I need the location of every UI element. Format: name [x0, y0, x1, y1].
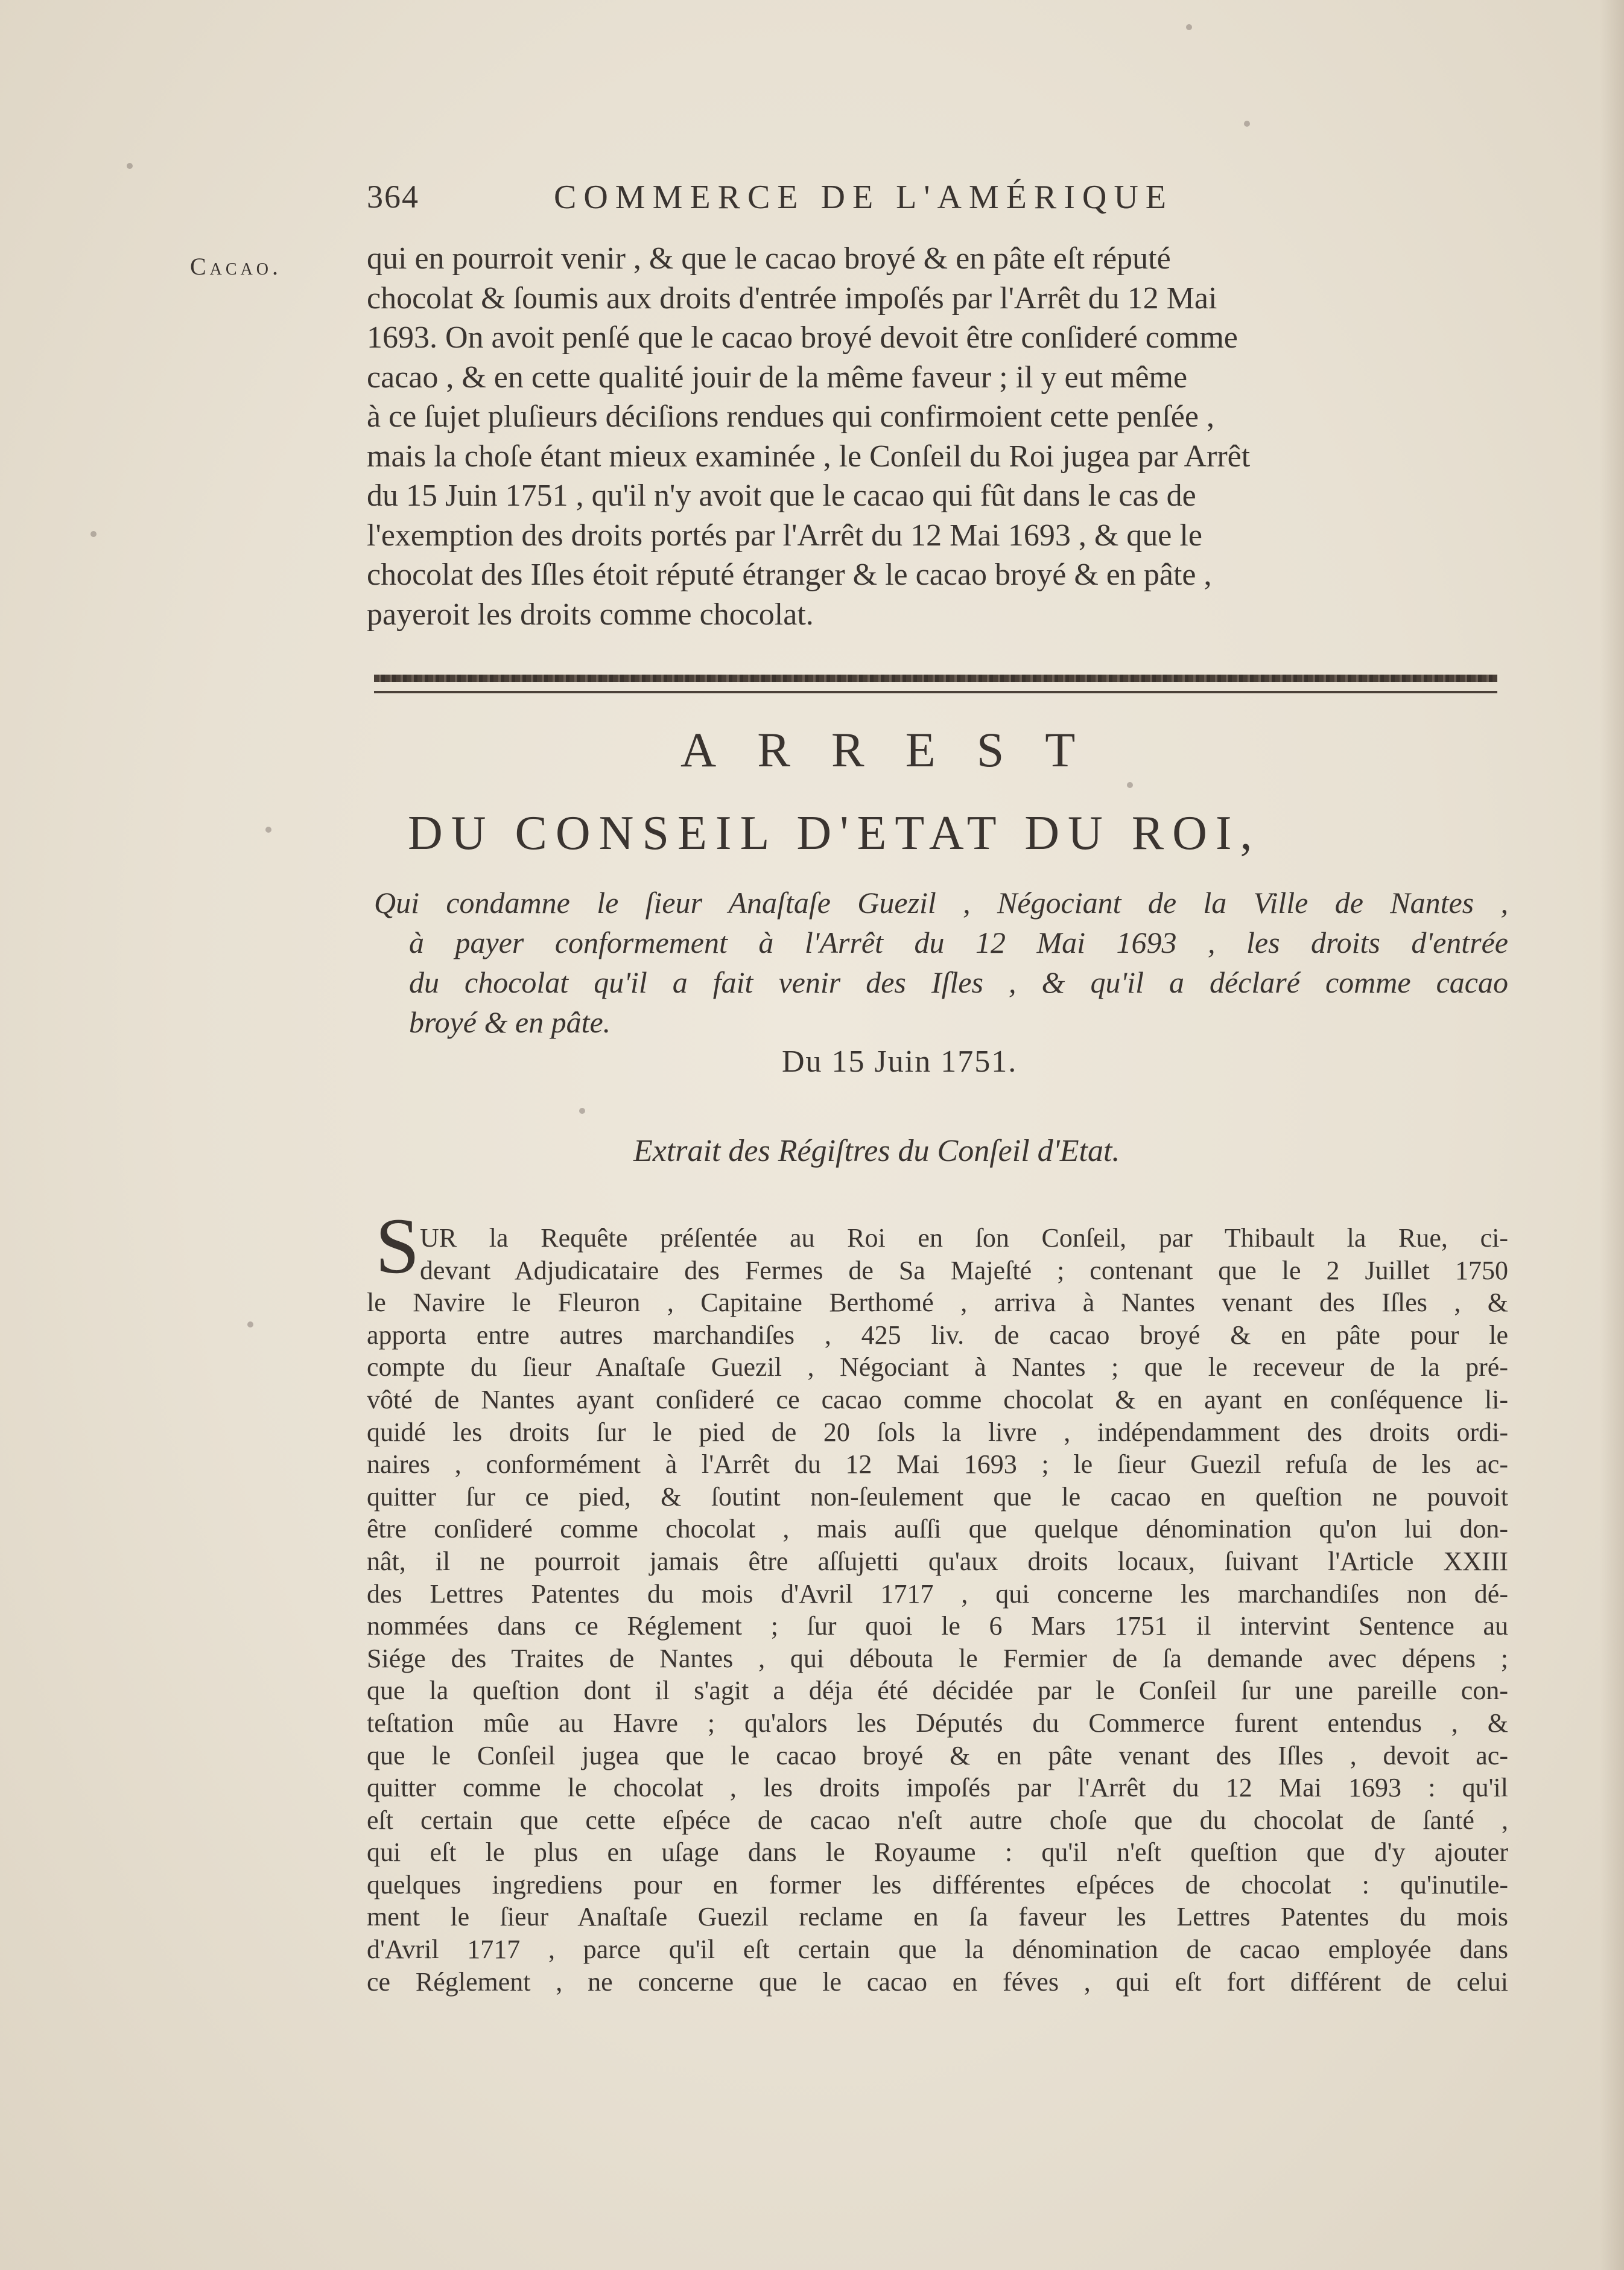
body-line: devant Adjudicataire des Fermes de Sa Majeſté ; contenant que le 2 Juillet 1750 [420, 1255, 1508, 1285]
intro-paragraph [367, 239, 1508, 634]
body-line: quitter ſur ce pied, & ſoutint non-ſeulement que le cacao en queſtion ne pouvoit [367, 1481, 1508, 1512]
ink-speck [579, 1108, 585, 1114]
ink-speck [1244, 121, 1250, 127]
body-line: ce Réglement , ne concerne que le cacao en féves , qui eſt fort différent de celui [367, 1966, 1508, 1997]
body-line: nommées dans ce Réglement ; ſur quoi le 6 Mars 1751 il intervint Sentence au [367, 1611, 1508, 1641]
summary-line: broyé & en pâte. [409, 1005, 611, 1039]
body-line: vôté de Nantes ayant conſideré ce cacao comme chocolat & en ayant en conſéquence li- [367, 1384, 1508, 1414]
body-line: des Lettres Patentes du mois d'Avril 1717 , qui concerne les marchandiſes non dé- [367, 1579, 1508, 1609]
ink-speck [1127, 782, 1133, 788]
decree-body [367, 1222, 1508, 1998]
summary-line: Qui condamne le ſieur Anaſtaſe Guezil , Négociant de la Ville de Nantes , [374, 886, 1508, 920]
body-line: être conſideré comme chocolat , mais auſſi que quelque dénomination qu'on lui don- [367, 1514, 1508, 1544]
body-line: nât, il ne pourroit jamais être aſſujetti qu'aux droits locaux, ſuivant l'Article XXIII [367, 1546, 1508, 1576]
body-line: UR la Requête préſentée au Roi en ſon Conſeil, par Thibault la Rue, ci- [420, 1223, 1508, 1253]
text-line: mais la choſe étant mieux examinée , le Conſeil du Roi jugea par Arrêt [367, 439, 1251, 474]
decree-summary [374, 883, 1508, 1042]
body-line: compte du ſieur Anaſtaſe Guezil , Négociant à Nantes ; que le receveur de la pré- [367, 1352, 1508, 1382]
text-line: à ce ſujet pluſieurs déciſions rendues qui confirmoient cette penſée , [367, 399, 1214, 434]
body-line: quitter comme le chocolat , les droits impoſés par l'Arrêt du 12 Mai 1693 : qu'il [367, 1773, 1508, 1803]
ink-speck [127, 163, 133, 169]
decree-date: Du 15 Juin 1751. [782, 1044, 1018, 1079]
body-line: qui eſt le plus en uſage dans le Royaume : qu'il n'eſt queſtion que d'y ajouter [367, 1837, 1508, 1868]
text-line: l'exemption des droits portés par l'Arrêt du 12 Mai 1693 , & que le [367, 518, 1202, 553]
ink-speck [1186, 24, 1192, 30]
text-line: cacao , & en cette qualité jouir de la même faveur ; il y eut même [367, 360, 1188, 395]
ornamental-rule [374, 675, 1497, 682]
decree-subtitle: DU CONSEIL D'ETAT DU ROI, [408, 807, 1261, 860]
body-line: quelques ingrediens pour en former les différentes eſpéces de chocolat : qu'inutile- [367, 1869, 1508, 1900]
running-header [367, 178, 1501, 226]
body-line: teſtation mûe au Havre ; qu'alors les Députés du Commerce furent entendus , & [367, 1708, 1508, 1738]
text-line: du 15 Juin 1751 , qu'il n'y avoit que le cacao qui fût dans le cas de [367, 478, 1196, 513]
body-line: Siége des Traites de Nantes , qui débouta le Fermier de ſa demande avec dépens ; [367, 1643, 1508, 1673]
body-line: quidé les droits ſur le pied de 20 ſols la livre , indépendamment des droits ordi- [367, 1417, 1508, 1447]
body-line: ment le ſieur Anaſtaſe Guezil reclame en ſa faveur les Lettres Patentes du mois [367, 1902, 1508, 1932]
summary-line: du chocolat qu'il a fait venir des Iſles , & qu'il a déclaré comme cacao [409, 965, 1508, 999]
text-line: 1693. On avoit penſé que le cacao broyé devoit être conſideré comme [367, 320, 1238, 355]
margin-note: Cacao. [190, 253, 282, 280]
text-line: chocolat des Iſles étoit réputé étranger & le cacao broyé & en pâte , [367, 558, 1212, 592]
ink-speck [90, 531, 97, 537]
page-number: 364 [367, 179, 419, 215]
decree-title: ARREST [680, 722, 1117, 777]
body-line: que la queſtion dont il s'agit a déja été décidée par le Conſeil ſur une pareille con- [367, 1676, 1508, 1706]
ink-speck [247, 1321, 253, 1327]
body-line: le Navire le Fleuron , Capitaine Berthomé , arriva à Nantes venant des Iſles , & [367, 1288, 1508, 1318]
body-line: naires , conformément à l'Arrêt du 12 Mai 1693 ; le ſieur Guezil refuſa de les ac- [367, 1449, 1508, 1480]
text-line: chocolat & ſoumis aux droits d'entrée impoſés par l'Arrêt du 12 Mai [367, 281, 1217, 316]
body-line: que le Conſeil jugea que le cacao broyé & en pâte venant des Iſles , devoit ac- [367, 1740, 1508, 1770]
text-line: qui en pourroit venir , & que le cacao broyé & en pâte eſt réputé [367, 241, 1171, 276]
body-line: eſt certain que cette eſpéce de cacao n'eſt autre choſe que du chocolat de ſanté , [367, 1805, 1508, 1835]
section-divider [374, 691, 1497, 693]
running-title: COMMERCE DE L'AMÉRIQUE [554, 179, 1173, 216]
body-line: d'Avril 1717 , parce qu'il eſt certain que la dénomination de cacao employée dans [367, 1935, 1508, 1965]
summary-line: à payer conformement à l'Arrêt du 12 Mai 1693 , les droits d'entrée [409, 926, 1508, 959]
body-line: apporta entre autres marchandiſes , 425 liv. de cacao broyé & en pâte pour le [367, 1320, 1508, 1350]
text-line: payeroit les droits comme chocolat. [367, 597, 814, 632]
page-gutter-shadow [1600, 0, 1624, 2270]
drop-cap: S [375, 1201, 420, 1290]
ink-speck [265, 827, 271, 833]
extract-heading: Extrait des Régiſtres du Conſeil d'Etat. [633, 1134, 1120, 1168]
